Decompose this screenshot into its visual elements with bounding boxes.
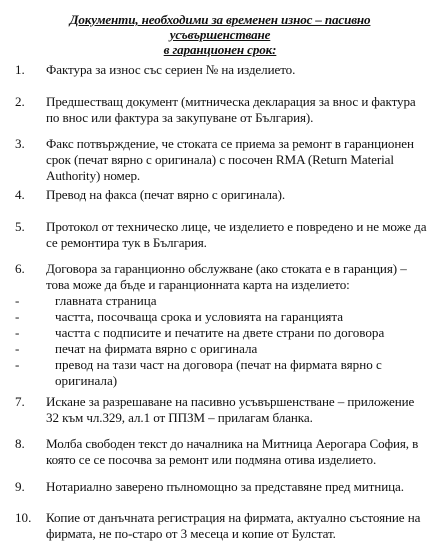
item-text: Фактура за износ със сериен № на изделието.: [46, 62, 296, 77]
item-text: Нотариално заверено пълномощно за представяне пред митница.: [46, 479, 404, 494]
sub-list-item: [15, 293, 427, 309]
list-item: [15, 187, 427, 203]
sub-list-item: [15, 309, 427, 325]
item-number: 5.: [15, 219, 25, 234]
item-number: 4.: [15, 187, 25, 202]
sub-list-item: [15, 357, 427, 389]
sub-item-text: превод на тази част на договора (печат на фирмата вярно с оригинала): [55, 357, 382, 388]
list-item: [15, 94, 427, 126]
list-item: [15, 479, 427, 495]
sub-item-text: частта, посочваща срока и условията на гаранцията: [55, 309, 344, 324]
sub-item-text: частта с подписите и печатите на двете страни по договора: [55, 325, 385, 340]
list-item: [15, 219, 427, 251]
item-number: 7.: [15, 394, 25, 409]
item-number: 6.: [15, 261, 25, 276]
title-line-1: Документи, необходими за временен износ – пасивно усъвършенстване: [69, 12, 371, 42]
sub-list-item: [15, 341, 427, 357]
dash-bullet: -: [15, 309, 20, 324]
guarantee-parts-list: [15, 293, 427, 389]
item-text: Факс потвърждение, че стоката се приема за ремонт в гаранционен срок (печат вярно с оригинала) с посочен RMA (Return Material Authority) номер.: [46, 136, 414, 183]
sub-item-text: главната страница: [55, 293, 157, 308]
item-text: Договора за гаранционно обслужване (ако стоката е в гаранция) – това може да бъде и гаранционната карта на изделието:: [46, 261, 407, 292]
dash-bullet: -: [15, 357, 20, 372]
document-title: [18, 12, 422, 57]
list-item: [15, 136, 427, 184]
item-number: 8.: [15, 436, 25, 451]
title-line-2: в гаранционен срок:: [163, 42, 277, 57]
sub-item-text: печат на фирмата вярно с оригинала: [55, 341, 258, 356]
dash-bullet: -: [15, 325, 20, 340]
dash-bullet: -: [15, 341, 20, 356]
list-item: [15, 436, 427, 468]
item-text: Протокол от техническо лице, че изделието е повредено и не може да се ремонтира тук в България.: [46, 219, 427, 250]
item-number: 10.: [15, 510, 32, 525]
dash-bullet: -: [15, 293, 20, 308]
item-text: Молба свободен текст до началника на Митница Аерогара София, в която се се посочва за ремонт или подмяна отива изделието.: [46, 436, 419, 467]
item-text: Предшестващ документ (митническа декларация за внос и фактура по внос или фактура за закупуване от България).: [46, 94, 416, 125]
list-item: [15, 261, 427, 389]
list-item: [15, 510, 427, 542]
item-text: Копие от данъчната регистрация на фирмата, актуално състояние на фирмата, не по-старо от 3 месеца и копие от Булстат.: [46, 510, 421, 541]
list-item: [15, 62, 427, 78]
item-text: Превод на факса (печат вярно с оригинала).: [46, 187, 286, 202]
item-text: Искане за разрешаване на пасивно усъвършенстване – приложение 32 към чл.329, ал.1 от ППЗМ – прилагам бланка.: [46, 394, 415, 425]
item-number: 3.: [15, 136, 25, 151]
sub-list-item: [15, 325, 427, 341]
item-number: 9.: [15, 479, 25, 494]
list-item: [15, 394, 427, 426]
item-number: 2.: [15, 94, 25, 109]
item-number: 1.: [15, 62, 25, 77]
